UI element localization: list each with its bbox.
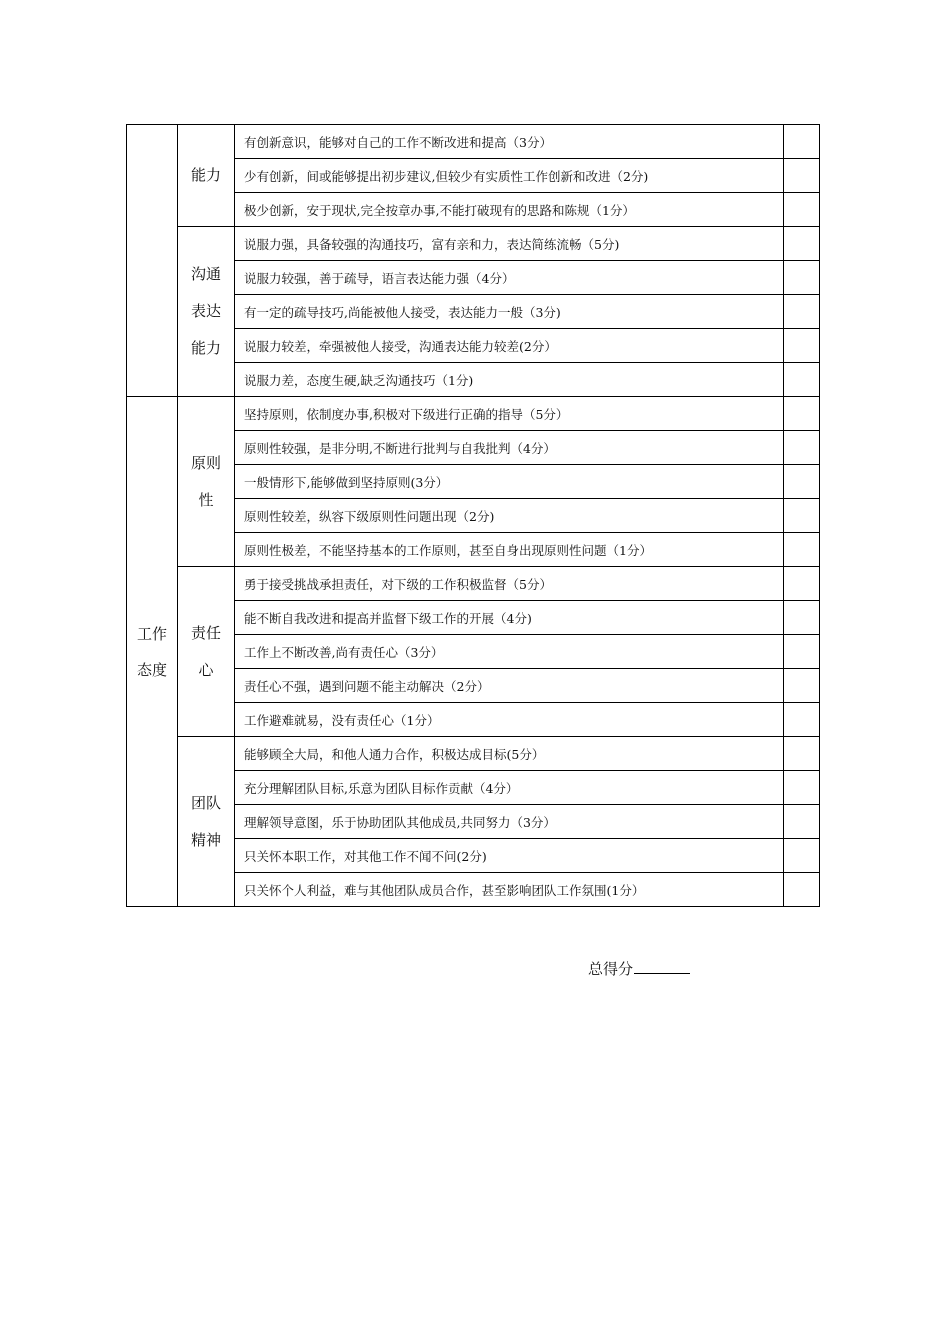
criterion-text: 只关怀本职工作，对其他工作不闻不问(2分) <box>235 839 784 873</box>
score-cell[interactable] <box>784 227 820 261</box>
subcategory-responsibility <box>178 567 235 737</box>
subcategory-label: 责任 <box>190 623 221 642</box>
score-cell[interactable] <box>784 193 820 227</box>
score-cell[interactable] <box>784 397 820 431</box>
criterion-text: 极少创新，安于现状,完全按章办事,不能打破现有的思路和陈规（1分） <box>235 193 784 227</box>
subcategory-label: 能力 <box>190 166 221 184</box>
category-cell-empty <box>127 125 178 397</box>
score-cell[interactable] <box>784 261 820 295</box>
subcategory-label: 表达 <box>190 302 221 320</box>
table-row <box>127 125 820 159</box>
score-cell[interactable] <box>784 363 820 397</box>
evaluation-table <box>126 124 820 907</box>
subcategory-label: 能力 <box>190 339 221 357</box>
score-cell[interactable] <box>784 499 820 533</box>
score-cell[interactable] <box>784 737 820 771</box>
total-score <box>588 958 690 979</box>
criterion-text: 说服力较差，牵强被他人接受，沟通表达能力较差(2分） <box>235 329 784 363</box>
score-cell[interactable] <box>784 125 820 159</box>
score-cell[interactable] <box>784 669 820 703</box>
category-label: 态度 <box>136 660 167 679</box>
table-row <box>127 567 820 601</box>
criterion-text: 能不断自我改进和提高并监督下级工作的开展（4分) <box>235 601 784 635</box>
criterion-text: 能够顾全大局，和他人通力合作，积极达成目标(5分） <box>235 737 784 771</box>
criterion-text: 原则性较强，是非分明,不断进行批判与自我批判（4分） <box>235 431 784 465</box>
subcategory-label: 性 <box>198 490 214 509</box>
criterion-text: 勇于接受挑战承担责任，对下级的工作积极监督（5分） <box>235 567 784 601</box>
subcategory-label: 沟通 <box>190 265 221 283</box>
subcategory-label: 团队 <box>190 793 221 812</box>
subcategory-label: 心 <box>198 660 214 679</box>
score-cell[interactable] <box>784 805 820 839</box>
criterion-text: 充分理解团队目标,乐意为团队目标作贡献（4分） <box>235 771 784 805</box>
subcategory-ability <box>178 125 235 227</box>
category-label: 工作 <box>136 624 167 643</box>
subcategory-principle <box>178 397 235 567</box>
criterion-text: 有一定的疏导技巧,尚能被他人接受，表达能力一般（3分) <box>235 295 784 329</box>
score-cell[interactable] <box>784 567 820 601</box>
table-row <box>127 737 820 771</box>
score-cell[interactable] <box>784 601 820 635</box>
criterion-text: 只关怀个人利益，难与其他团队成员合作，甚至影响团队工作氛围(1分） <box>235 873 784 907</box>
subcategory-teamwork <box>178 737 235 907</box>
subcategory-label: 原则 <box>190 453 221 472</box>
criterion-text: 理解领导意图，乐于协助团队其他成员,共同努力（3分） <box>235 805 784 839</box>
total-score-label: 总得分 <box>588 960 634 978</box>
criterion-text: 说服力强，具备较强的沟通技巧，富有亲和力，表达简练流畅（5分) <box>235 227 784 261</box>
score-cell[interactable] <box>784 329 820 363</box>
score-cell[interactable] <box>784 533 820 567</box>
subcategory-communication <box>178 227 235 397</box>
criterion-text: 责任心不强，遇到问题不能主动解决（2分） <box>235 669 784 703</box>
criterion-text: 少有创新，间或能够提出初步建议,但较少有实质性工作创新和改进（2分) <box>235 159 784 193</box>
criterion-text: 说服力较强，善于疏导，语言表达能力强（4分） <box>235 261 784 295</box>
score-cell[interactable] <box>784 295 820 329</box>
table-row <box>127 397 820 431</box>
criterion-text: 说服力差，态度生硬,缺乏沟通技巧（1分) <box>235 363 784 397</box>
score-cell[interactable] <box>784 839 820 873</box>
total-score-blank[interactable] <box>634 959 690 974</box>
score-cell[interactable] <box>784 771 820 805</box>
score-cell[interactable] <box>784 703 820 737</box>
score-cell[interactable] <box>784 635 820 669</box>
criterion-text: 原则性较差，纵容下级原则性问题出现（2分) <box>235 499 784 533</box>
criterion-text: 坚持原则，依制度办事,积极对下级进行正确的指导（5分） <box>235 397 784 431</box>
table-row <box>127 227 820 261</box>
criterion-text: 工作避难就易，没有责任心（1分） <box>235 703 784 737</box>
category-work-attitude <box>127 397 178 907</box>
score-cell[interactable] <box>784 431 820 465</box>
subcategory-label: 精神 <box>190 830 221 849</box>
score-cell[interactable] <box>784 465 820 499</box>
criterion-text: 原则性极差，不能坚持基本的工作原则，甚至自身出现原则性问题（1分） <box>235 533 784 567</box>
score-cell[interactable] <box>784 159 820 193</box>
criterion-text: 工作上不断改善,尚有责任心（3分） <box>235 635 784 669</box>
criterion-text: 一般情形下,能够做到坚持原则(3分） <box>235 465 784 499</box>
score-cell[interactable] <box>784 873 820 907</box>
criterion-text: 有创新意识，能够对自己的工作不断改进和提高（3分） <box>235 125 784 159</box>
